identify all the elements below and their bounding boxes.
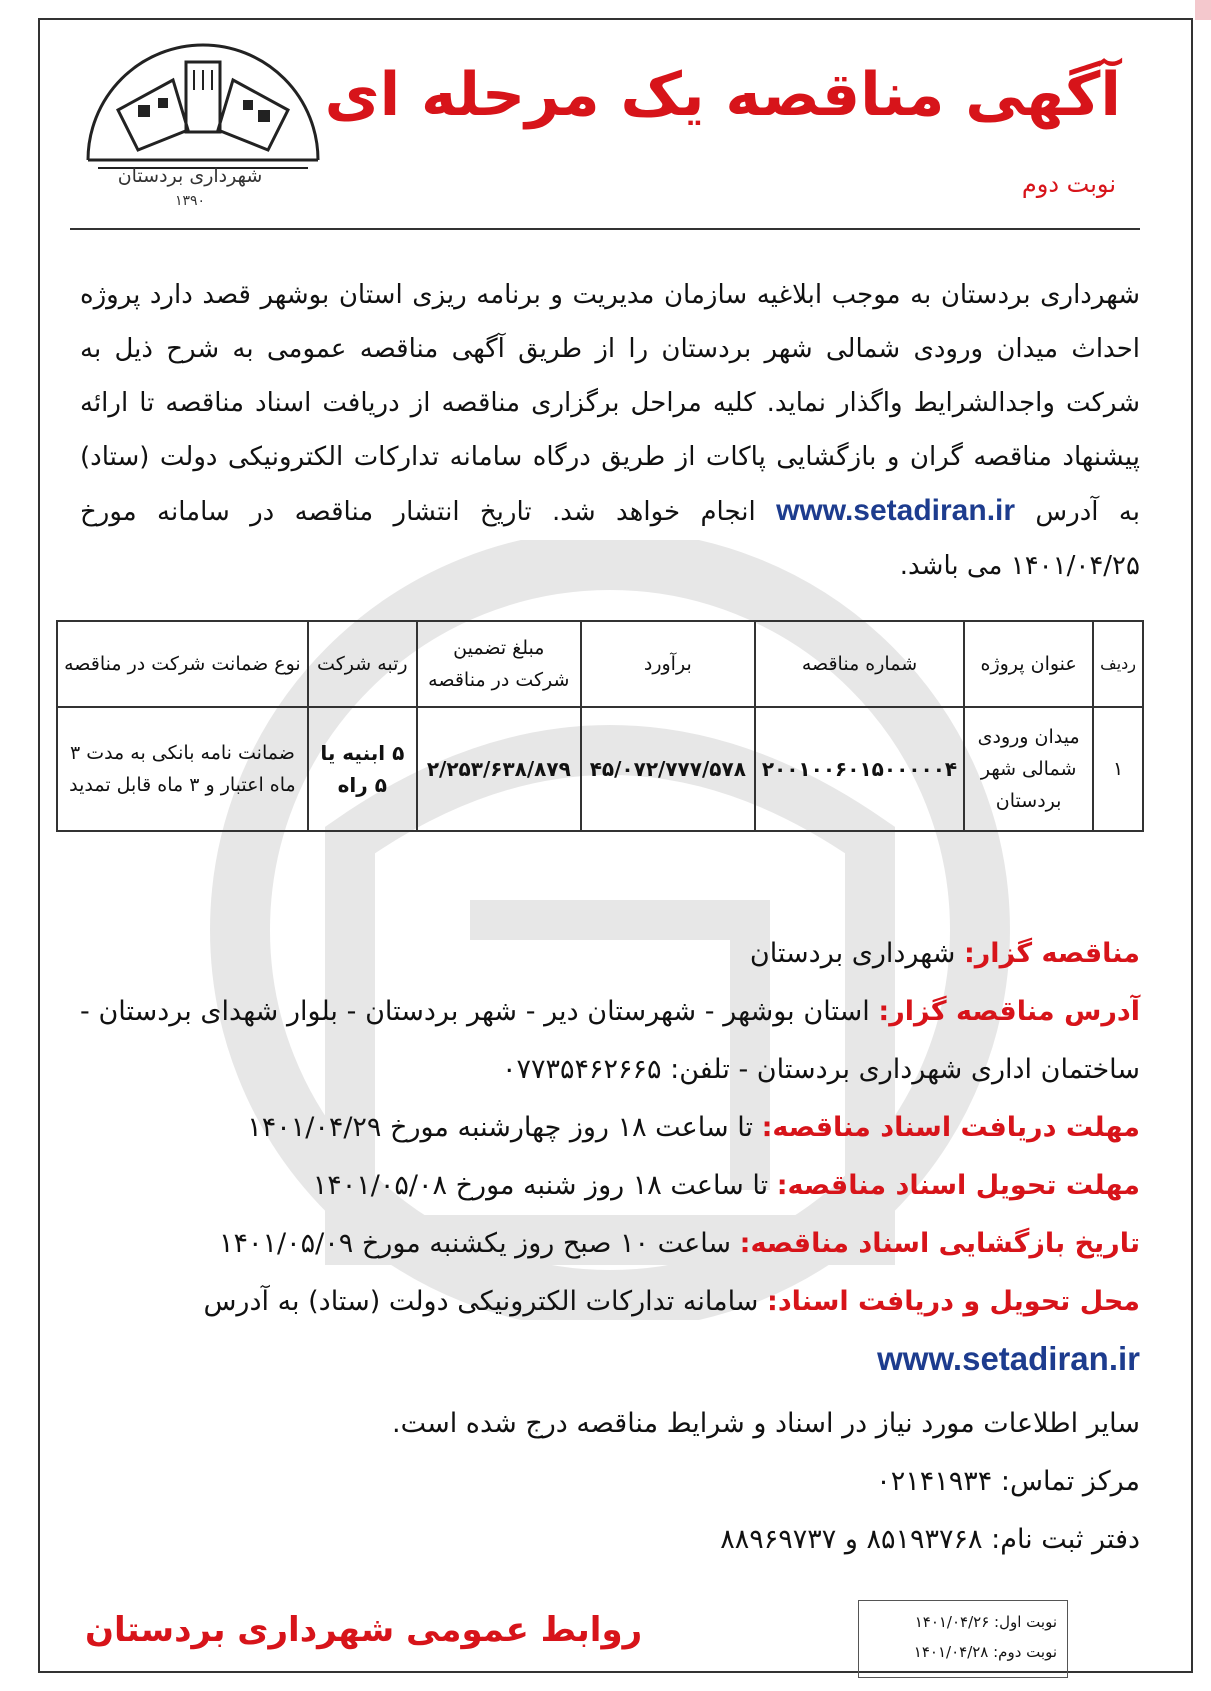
first-round-date: نوبت اول: ۱۴۰۱/۰۴/۲۶ bbox=[914, 1613, 1057, 1631]
cell-number: ۲۰۰۱۰۰۶۰۱۵۰۰۰۰۰۴ bbox=[755, 707, 964, 831]
deliver-deadline-line bbox=[80, 1157, 1140, 1215]
intro-text-1: شهرداری بردستان به موجب ابلاغیه سازمان مدیریت و برنامه ریزی استان بوشهر قصد دارد پروژه احداث میدان ورودی شمالی شهر بردستان را از طریق آگهی مناقصه عمومی به شرح ذیل به شرکت واجدالشرایط واگذار نماید. کلیه مراحل برگزاری مناقصه از دریافت اسناد مناقصه تا ارائه پیشنهاد مناقصه گران و بازگشایی پاکات از طریق درگاه سامانه تدارکات الکترونیکی دولت (ستاد) به آدرس bbox=[80, 280, 1141, 527]
col-guarantee-type: نوع ضمانت شرکت در مناقصه bbox=[57, 621, 308, 707]
cell-grade: ۵ ابنیه یا ۵ راه bbox=[308, 707, 417, 831]
table-row bbox=[57, 707, 1143, 831]
col-grade: رتبه شرکت bbox=[308, 621, 417, 707]
organizer-line bbox=[80, 925, 1140, 983]
place-value: سامانه تدارکات الکترونیکی دولت (ستاد) به آدرس bbox=[203, 1286, 759, 1317]
col-title: عنوان پروژه bbox=[964, 621, 1093, 707]
contact-center: مرکز تماس: ۰۲۱۴۱۹۳۴ bbox=[876, 1466, 1140, 1497]
address-label: آدرس مناقصه گزار: bbox=[878, 996, 1141, 1027]
cell-estimate: ۴۵/۰۷۲/۷۷۷/۵۷۸ bbox=[581, 707, 755, 831]
deliver-deadline-label: مهلت تحویل اسناد مناقصه: bbox=[776, 1170, 1140, 1201]
address-value: استان بوشهر - شهرستان دیر - شهر بردستان - بلوار شهدای بردستان - ساختمان اداری شهرداری بردستان - تلفن: ۰۷۷۳۵۴۶۲۶۶۵ bbox=[80, 996, 1140, 1085]
address-line bbox=[80, 983, 1140, 1099]
table-header-row bbox=[57, 621, 1143, 707]
second-round-date: نوبت دوم: ۱۴۰۱/۰۴/۲۸ bbox=[913, 1643, 1057, 1661]
publication-dates-box bbox=[858, 1600, 1068, 1678]
place-line bbox=[80, 1273, 1140, 1331]
cell-title: میدان ورودی شمالی شهر بردستان bbox=[964, 707, 1093, 831]
public-relations-signature: روابط عمومی شهرداری بردستان bbox=[85, 1610, 643, 1650]
col-guarantee-amount: مبلغ تضمین شرکت در مناقصه bbox=[417, 621, 581, 707]
cell-guarantee-amount: ۲/۲۵۳/۶۳۸/۸۷۹ bbox=[417, 707, 581, 831]
tender-table bbox=[56, 620, 1144, 832]
page-title: آگهی مناقصه یک مرحله ای bbox=[324, 60, 1121, 130]
opening-date-line bbox=[80, 1215, 1140, 1273]
cell-guarantee-type: ضمانت نامه بانکی به مدت ۳ ماه اعتبار و ۳ ماه قابل تمدید bbox=[57, 707, 308, 831]
receive-deadline-label: مهلت دریافت اسناد مناقصه: bbox=[761, 1112, 1140, 1143]
col-number: شماره مناقصه bbox=[755, 621, 964, 707]
corner-accent bbox=[1195, 0, 1211, 20]
logo-year: ۱۳۹۰ bbox=[174, 193, 206, 209]
col-estimate: برآورد bbox=[581, 621, 755, 707]
deliver-deadline-value: تا ساعت ۱۸ روز شنبه مورخ ۱۴۰۱/۰۵/۰۸ bbox=[312, 1170, 769, 1201]
receive-deadline-line bbox=[80, 1099, 1140, 1157]
organizer-label: مناقصه گزار: bbox=[963, 938, 1140, 969]
other-info: سایر اطلاعات مورد نیاز در اسناد و شرایط مناقصه درج شده است. bbox=[392, 1408, 1140, 1439]
place-label: محل تحویل و دریافت اسناد: bbox=[767, 1286, 1140, 1317]
intro-text-2: انجام خواهد شد. تاریخ انتشار مناقصه در سامانه مورخ ۱۴۰۱/۰۴/۲۵ می باشد. bbox=[80, 497, 1140, 581]
opening-date-label: تاریخ بازگشایی اسناد مناقصه: bbox=[739, 1228, 1140, 1259]
details-section bbox=[80, 925, 1140, 1569]
round-label: نوبت دوم bbox=[1021, 170, 1116, 198]
place-url-link[interactable]: www.setadiran.ir bbox=[877, 1340, 1140, 1377]
opening-date-value: ساعت ۱۰ صبح روز یکشنبه مورخ ۱۴۰۱/۰۵/۰۹ bbox=[219, 1228, 732, 1259]
logo-name: شهرداری بردستان bbox=[117, 165, 263, 187]
receive-deadline-value: تا ساعت ۱۸ روز چهارشنبه مورخ ۱۴۰۱/۰۴/۲۹ bbox=[247, 1112, 753, 1143]
organizer-value: شهرداری بردستان bbox=[749, 938, 956, 969]
registration-office: دفتر ثبت نام: ۸۵۱۹۳۷۶۸ و ۸۸۹۶۹۷۳۷ bbox=[720, 1524, 1140, 1555]
col-row: ردیف bbox=[1093, 621, 1143, 707]
cell-row: ۱ bbox=[1093, 707, 1143, 831]
intro-paragraph bbox=[80, 268, 1140, 593]
setad-link[interactable]: www.setadiran.ir bbox=[776, 494, 1016, 527]
header-divider bbox=[70, 228, 1140, 230]
